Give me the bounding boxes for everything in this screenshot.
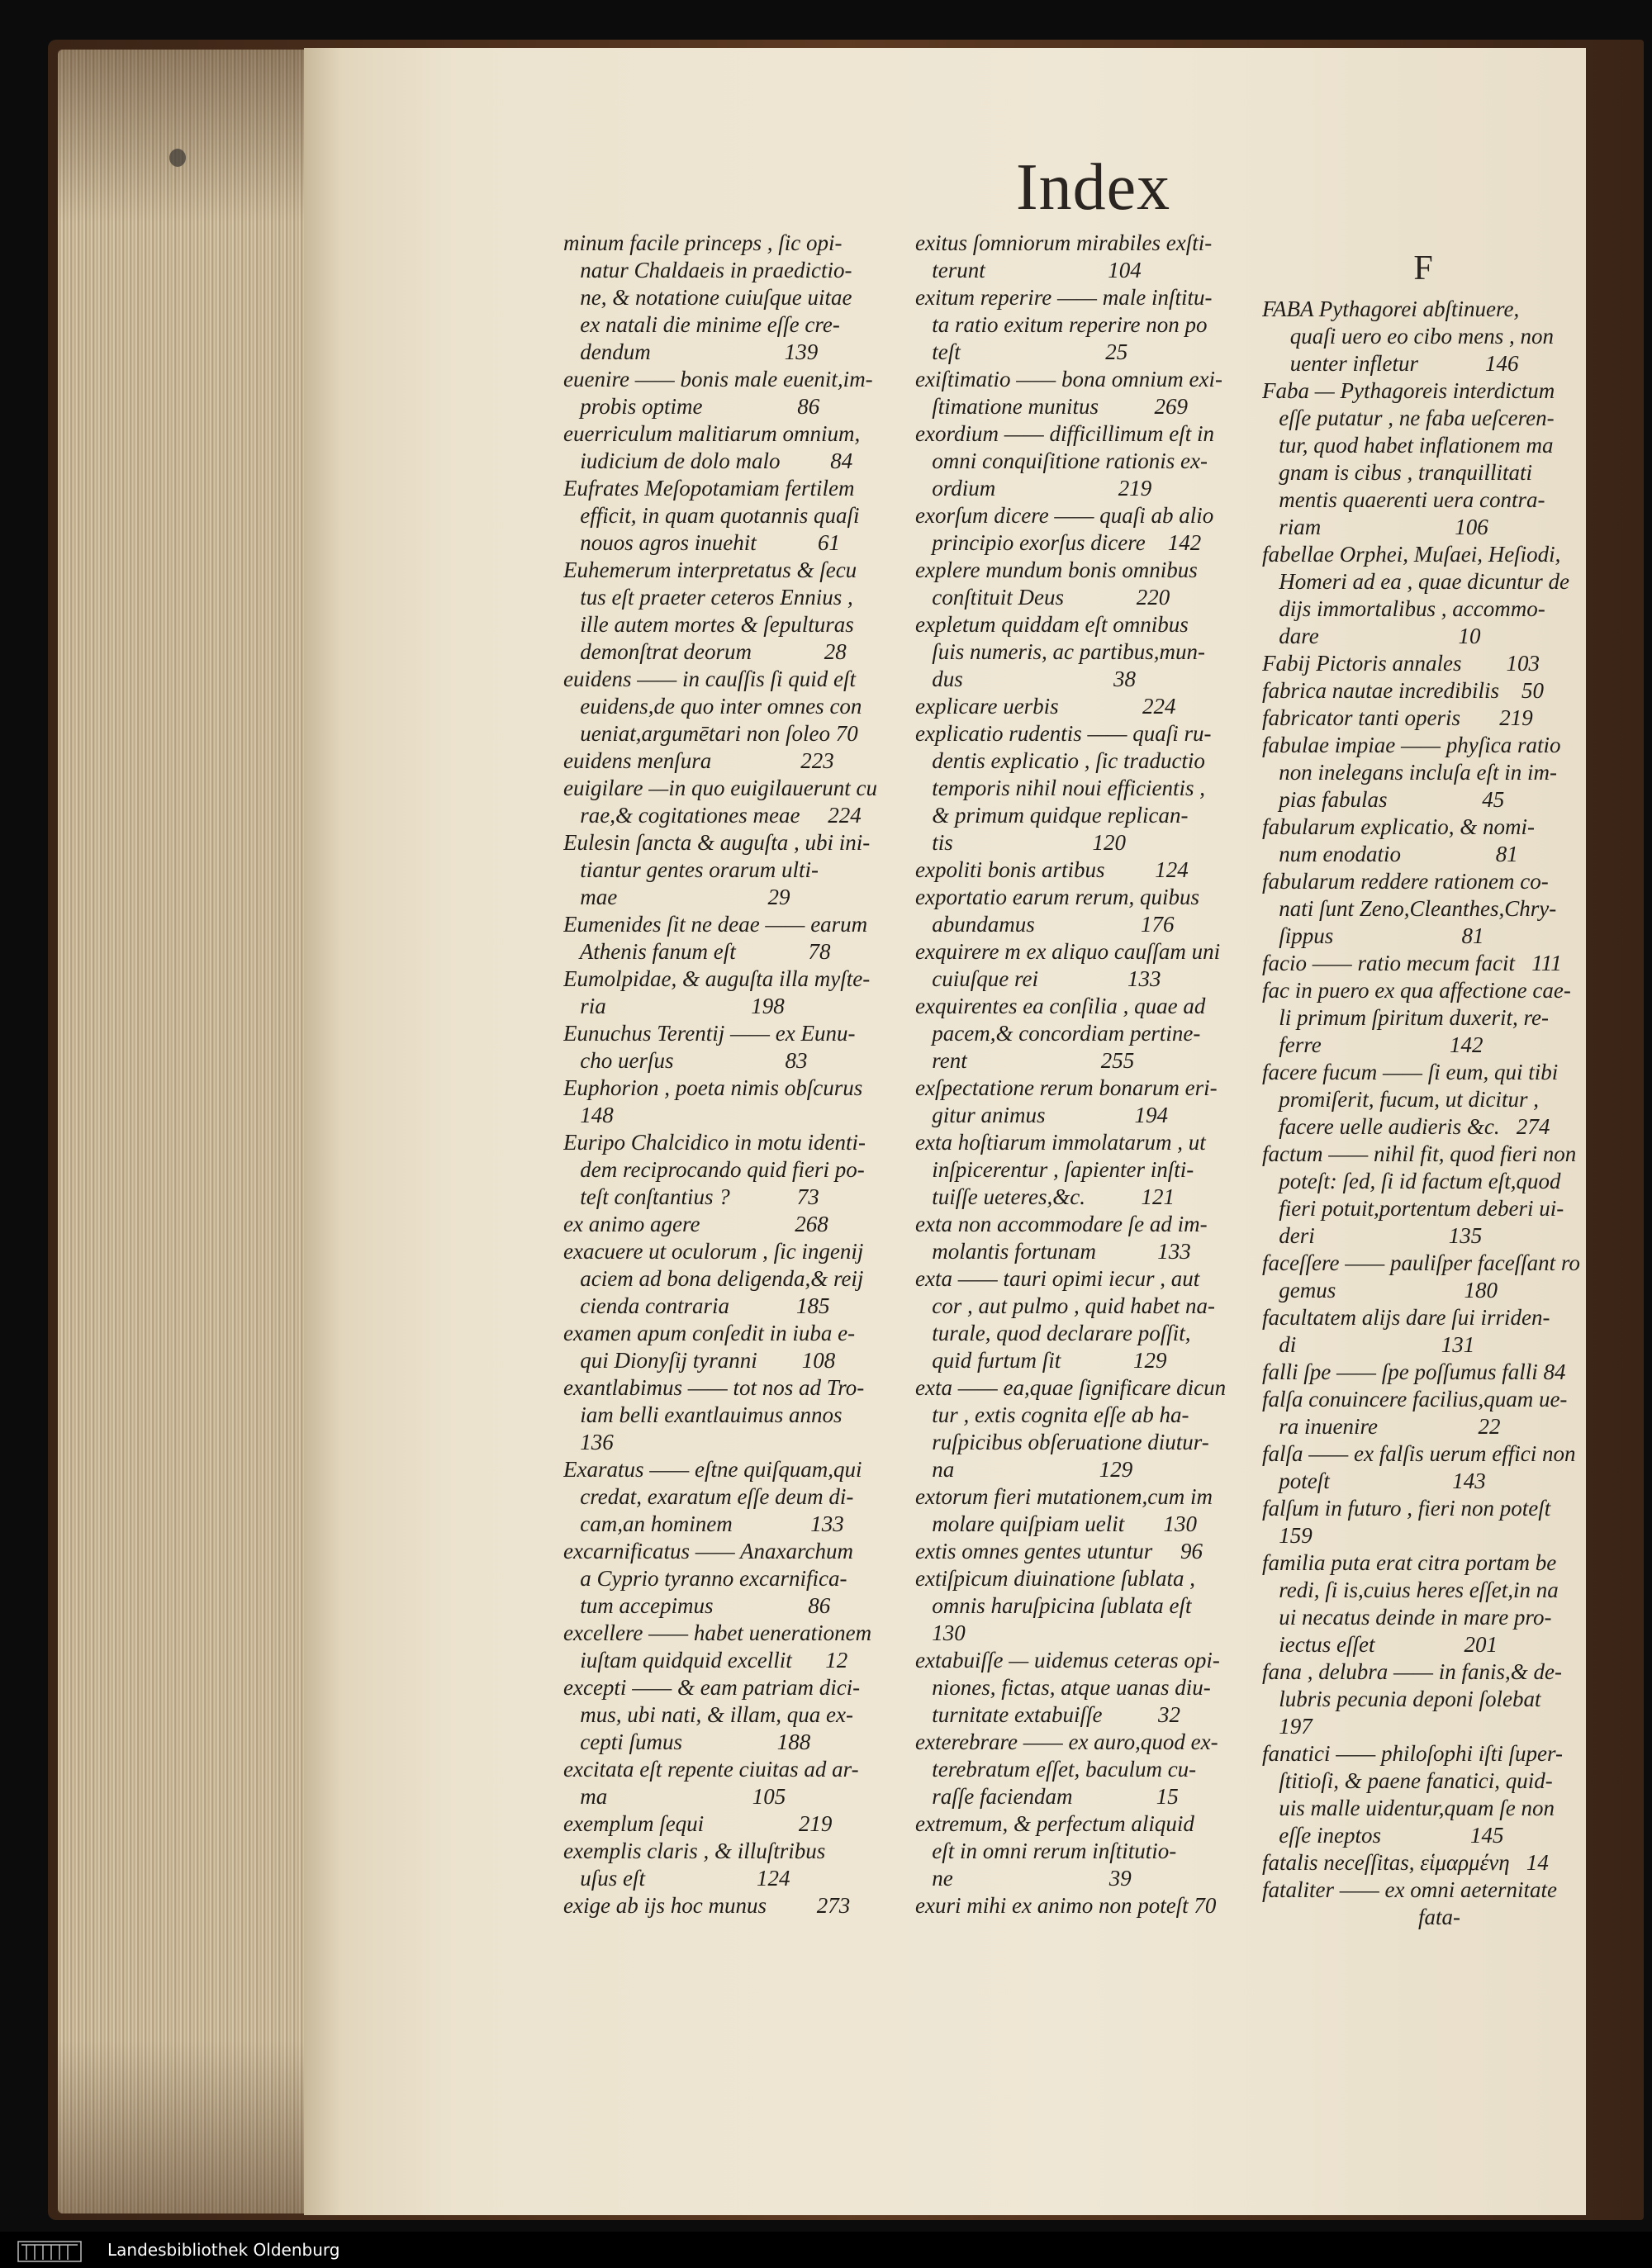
- index-entry-line: omni conquiſitione rationis ex-: [915, 448, 1208, 473]
- index-entry-line: ne, & notatione cuiuſque uitae: [563, 285, 852, 310]
- index-entry-line: eſſe ineptos 145: [1262, 1823, 1504, 1848]
- index-entry-line: gnam is cibus , tranquillitati: [1262, 460, 1533, 485]
- index-entry-line: tur, quod habet inflationem ma: [1262, 433, 1554, 458]
- index-entry-line: omnis haruſpicina ſublata eſt: [915, 1593, 1192, 1618]
- index-entry-line: gitur animus 194: [915, 1103, 1169, 1127]
- index-entry-line: euidens —— in cauſſis ſi quid eſt: [563, 667, 856, 691]
- index-entry-line: extremum, & perfectum aliquid: [915, 1811, 1194, 1836]
- index-entry-line: niones, fictas, atque uanas diu-: [915, 1675, 1211, 1700]
- footer-bar: [0, 2232, 1652, 2268]
- index-entry-line: explicatio rudentis —— quaſi ru-: [915, 721, 1212, 746]
- index-entry-line: exiſtimatio —— bona omnium exi-: [915, 367, 1222, 391]
- index-entry-line: falſa —— ex falſis uerum effici non: [1262, 1441, 1576, 1466]
- index-entry-line: 130: [915, 1620, 966, 1645]
- index-entry-line: exta —— ea,quae ſignificare dicun: [915, 1375, 1227, 1400]
- index-entry-line: a Cyprio tyranno excarnifica-: [563, 1566, 847, 1591]
- index-entry-line: tiantur gentes orarum ulti-: [563, 857, 819, 882]
- index-entry-line: exordium —— difficillimum eſt in: [915, 421, 1214, 446]
- index-entry-line: deri 135: [1262, 1223, 1483, 1248]
- index-entry-line: iam belli exantlauimus annos: [563, 1402, 843, 1427]
- index-entry-line: pacem,& concordiam pertine-: [915, 1021, 1201, 1046]
- index-entry-line: quaſi uero eo cibo mens , non: [1262, 324, 1554, 349]
- index-entry-line: ex animo agere 268: [563, 1212, 828, 1236]
- index-entry-line: dare 10: [1262, 624, 1481, 648]
- index-entry-line: promiſerit, fucum, ut dicitur ,: [1262, 1087, 1539, 1112]
- index-entry-line: Eunuchus Terentij —— ex Eunu-: [563, 1021, 856, 1046]
- index-entry-line: familia puta erat citra portam be: [1262, 1550, 1557, 1575]
- index-entry-line: ordium 219: [915, 476, 1152, 501]
- index-entry-line: fabellae Orphei, Muſaei, Heſiodi,: [1262, 542, 1561, 567]
- index-entry-line: dendum 139: [563, 339, 819, 364]
- index-entry-line: Eulesin ſancta & auguſta , ubi ini-: [563, 830, 871, 855]
- index-entry-line: teſt 25: [915, 339, 1128, 364]
- index-entry-line: dijs immortalibus , accommo-: [1262, 596, 1545, 621]
- index-entry-line: fabularum reddere rationem co-: [1262, 869, 1549, 894]
- index-entry-line: conſtituit Deus 220: [915, 585, 1170, 610]
- index-entry-line: gemus 180: [1262, 1278, 1498, 1302]
- index-entry-line: efficit, in quam quotannis quaſi: [563, 503, 860, 528]
- index-entry-line: extiſpicum diuinatione ſublata ,: [915, 1566, 1195, 1591]
- index-entry-line: fatalis neceſſitas, εἱμαρμένη 14: [1262, 1850, 1549, 1875]
- index-entry-line: ueniat,argumētari non ſoleo 70: [563, 721, 858, 746]
- library-logo-icon: [17, 2238, 83, 2263]
- index-entry-line: euenire —— bonis male euenit,im-: [563, 367, 873, 391]
- index-entry-line: Eufrates Meſopotamiam fertilem: [563, 476, 855, 501]
- index-entry-line: expoliti bonis artibus 124: [915, 857, 1189, 882]
- index-entry-line: exta hoſtiarum immolatarum , ut: [915, 1130, 1206, 1155]
- ink-stain: [169, 149, 186, 167]
- index-entry-line: iuſtam quidquid excellit 12: [563, 1648, 848, 1673]
- index-entry-line: ille autem mortes & ſepulturas: [563, 612, 854, 637]
- index-entry-line: fabrica nautae incredibilis 50: [1262, 678, 1544, 703]
- index-entry-line: cam,an hominem 133: [563, 1511, 844, 1536]
- index-entry-line: poteſt 143: [1262, 1469, 1486, 1493]
- index-entry-line: exportatio earum rerum, quibus: [915, 885, 1199, 909]
- index-entry-line: FABA Pythagorei abſtinuere,: [1262, 297, 1520, 321]
- index-entry-line: Athenis fanum eſt 78: [563, 939, 831, 964]
- index-entry-line: mentis quaerenti uera contra-: [1262, 487, 1545, 512]
- index-entry-line: mae 29: [563, 885, 790, 909]
- index-entry-line: exitus ſomniorum mirabiles exſti-: [915, 230, 1213, 255]
- index-entry-line: excepti —— & eam patriam dici-: [563, 1675, 861, 1700]
- index-entry-line: cuiuſque rei 133: [915, 966, 1161, 991]
- index-entry-line: uſus eſt 124: [563, 1866, 790, 1891]
- index-entry-line: fabulae impiae —— phyſica ratio: [1262, 733, 1561, 757]
- index-entry-line: facultatem alijs dare ſui irriden-: [1262, 1305, 1550, 1330]
- index-entry-line: ria 198: [563, 994, 785, 1018]
- index-entry-line: inſpicerentur , ſapienter inſti-: [915, 1157, 1194, 1182]
- index-entry-line: ex natali die minime eſſe cre-: [563, 312, 840, 337]
- index-entry-line: 159: [1262, 1523, 1313, 1548]
- index-entry-line: exta —— tauri opimi iecur , aut: [915, 1266, 1200, 1291]
- index-entry-line: exemplis claris , & illuſtribus: [563, 1839, 826, 1863]
- index-entry-line: di 131: [1262, 1332, 1475, 1357]
- page-title: Index: [1016, 151, 1171, 224]
- index-entry-line: Homeri ad ea , quae dicuntur de: [1262, 569, 1569, 594]
- index-entry-line: exemplum ſequi 219: [563, 1811, 833, 1836]
- library-name: Landesbibliothek Oldenburg: [107, 2240, 340, 2260]
- index-entry-line: ui necatus deinde in mare pro-: [1262, 1605, 1552, 1630]
- index-entry-line: examen apum conſedit in iuba e-: [563, 1321, 856, 1345]
- index-entry-line: cepti ſumus 188: [563, 1729, 811, 1754]
- index-entry-line: molare quiſpiam uelit 130: [915, 1511, 1197, 1536]
- index-entry-line: falſum in futuro , fieri non poteſt: [1262, 1496, 1551, 1521]
- index-entry-line: rae,& cogitationes meae 224: [563, 803, 862, 828]
- index-entry-line: teſt conſtantius ? 73: [563, 1184, 819, 1209]
- index-entry-line: principio exorſus dicere 142: [915, 530, 1202, 555]
- index-entry-line: exorſum dicere —— quaſi ab alio: [915, 503, 1214, 528]
- index-entry-line: ſtimatione munitus 269: [915, 394, 1188, 419]
- index-entry-line: cienda contraria 185: [563, 1293, 830, 1318]
- index-entry-line: euidens,de quo inter omnes con: [563, 694, 862, 719]
- index-entry-line: exſpectatione rerum bonarum eri-: [915, 1075, 1218, 1100]
- index-entry-line: exige ab ijs hoc munus 273: [563, 1893, 851, 1918]
- index-entry-line: falli ſpe —— ſpe poſſumus falli 84: [1262, 1359, 1566, 1384]
- index-entry-line: terebratum eſſet, baculum cu-: [915, 1757, 1197, 1782]
- index-entry-line: uenter infletur 146: [1262, 351, 1519, 376]
- index-entry-line: redi, ſi is,cuius heres eſſet,in na: [1262, 1578, 1559, 1602]
- index-entry-line: aciem ad bona deligenda,& reij: [563, 1266, 864, 1291]
- index-entry-line: rent 255: [915, 1048, 1135, 1073]
- index-entry-line: exitum reperire —— male inſtitu-: [915, 285, 1213, 310]
- index-entry-line: 136: [563, 1430, 614, 1454]
- index-entry-line: ruſpicibus obſeruatione diutur-: [915, 1430, 1209, 1454]
- index-entry-line: tur , extis cognita eſſe ab ha-: [915, 1402, 1189, 1427]
- index-entry-line: Euhemerum interpretatus & ſecu: [563, 558, 857, 582]
- index-entry-line: euidens menſura 223: [563, 748, 834, 773]
- index-entry-line: factum —— nihil fit, quod fieri non: [1262, 1141, 1577, 1166]
- index-entry-line: & primum quidque replican-: [915, 803, 1189, 828]
- index-entry-line: uis malle uidentur,quam ſe non: [1262, 1796, 1555, 1820]
- index-entry-line: ta ratio exitum reperire non po: [915, 312, 1208, 337]
- index-entry-line: expletum quiddam eſt omnibus: [915, 612, 1189, 637]
- index-entry-line: dus 38: [915, 667, 1137, 691]
- index-entry-line: turnitate extabuiſſe 32: [915, 1702, 1180, 1727]
- section-letter: F: [1413, 249, 1433, 287]
- index-entry-line: li primum ſpiritum duxerit, re-: [1262, 1005, 1549, 1030]
- index-entry-line: molantis fortunam 133: [915, 1239, 1191, 1264]
- index-entry-line: tus eſt praeter ceteros Ennius ,: [563, 585, 853, 610]
- index-entry-line: quid furtum ſit 129: [915, 1348, 1167, 1373]
- index-entry-line: iectus eſſet 201: [1262, 1632, 1498, 1657]
- index-entry-line: riam 106: [1262, 515, 1488, 539]
- index-entry-line: Euphorion , poeta nimis obſcurus: [563, 1075, 863, 1100]
- index-entry-line: nati ſunt Zeno,Cleanthes,Chry-: [1262, 896, 1557, 921]
- index-entry-line: minum facile princeps , ſic opi-: [563, 230, 843, 255]
- index-entry-line: nouos agros inuehit 61: [563, 530, 841, 555]
- index-column-1: [563, 230, 895, 1919]
- index-entry-line: num enodatio 81: [1262, 842, 1518, 866]
- index-column-3: [1262, 230, 1584, 1931]
- index-entry-line: facio —— ratio mecum facit 111: [1262, 951, 1562, 975]
- index-entry-line: exta non accommodare ſe ad im-: [915, 1212, 1208, 1236]
- index-entry-line: ne 39: [915, 1866, 1132, 1891]
- index-entry-line: fanatici —— philoſophi iſti ſuper-: [1262, 1741, 1563, 1766]
- index-entry-line: terunt 104: [915, 258, 1142, 282]
- index-entry-line: fieri potuit,portentum deberi ui-: [1262, 1196, 1564, 1221]
- index-entry-line: natur Chaldaeis in praedictio-: [563, 258, 852, 282]
- index-entry-line: fac in puero ex qua affectione cae-: [1262, 978, 1571, 1003]
- index-entry-line: exuri mihi ex animo non poteſt 70: [915, 1893, 1217, 1918]
- index-entry-line: demonſtrat deorum 28: [563, 639, 847, 664]
- index-entry-line: non inelegans incluſa eſt in im-: [1262, 760, 1557, 785]
- index-entry-line: tum accepimus 86: [563, 1593, 831, 1618]
- index-entry-line: pias fabulas 45: [1262, 787, 1505, 812]
- index-entry-line: ſippus 81: [1262, 923, 1484, 948]
- index-entry-line: credat, exaratum eſſe deum di-: [563, 1484, 854, 1509]
- index-entry-line: qui Dionyſij tyranni 108: [563, 1348, 836, 1373]
- index-entry-line: fana , delubra —— in fanis,& de-: [1262, 1659, 1562, 1684]
- page-edges: [58, 50, 306, 2213]
- index-entry-line: extis omnes gentes utuntur 96: [915, 1539, 1203, 1563]
- index-entry-line: Fabij Pictoris annales 103: [1262, 651, 1540, 676]
- index-entry-line: 197: [1262, 1714, 1313, 1739]
- index-entry-line: explere mundum bonis omnibus: [915, 558, 1198, 582]
- index-entry-line: raſſe faciendam 15: [915, 1784, 1179, 1809]
- index-entry-line: exquirentes ea conſilia , quae ad: [915, 994, 1206, 1018]
- index-entry-line: Faba — Pythagoreis interdictum: [1262, 378, 1555, 403]
- index-entry-line: iudicium de dolo malo 84: [563, 448, 853, 473]
- index-entry-line: excarnificatus —— Anaxarchum: [563, 1539, 853, 1563]
- index-entry-line: probis optime 86: [563, 394, 820, 419]
- index-entry-line: euerriculum malitiarum omnium,: [563, 421, 861, 446]
- index-entry-line: turale, quod declarare poſſit,: [915, 1321, 1191, 1345]
- index-entry-line: ra inuenire 22: [1262, 1414, 1501, 1439]
- index-entry-line: euigilare —in quo euigilauerunt cu: [563, 776, 877, 800]
- index-entry-line: ma 105: [563, 1784, 786, 1809]
- index-entry-line: fabularum explicatio, & nomi-: [1262, 814, 1535, 839]
- index-entry-line: Exaratus —— eſtne quiſquam,qui: [563, 1457, 862, 1482]
- index-entry-line: Euripo Chalcidico in motu identi-: [563, 1130, 866, 1155]
- index-entry-line: cho uerſus 83: [563, 1048, 808, 1073]
- index-entry-line: falſa conuincere facilius,quam ue-: [1262, 1387, 1568, 1412]
- index-entry-line: dem reciprocando quid fieri po-: [563, 1157, 865, 1182]
- index-entry-line: fataliter —— ex omni aeternitate: [1262, 1877, 1557, 1902]
- index-entry-line: Eumenides ſit ne deae —— earum: [563, 912, 868, 937]
- index-entry-line: temporis nihil noui efficientis ,: [915, 776, 1205, 800]
- index-entry-line: ſtitioſi, & paene fanatici, quid-: [1262, 1768, 1553, 1793]
- index-entry-line: excitata eſt repente ciuitas ad ar-: [563, 1757, 859, 1782]
- index-entry-line: faceſſere —— pauliſper faceſſant ro: [1262, 1250, 1580, 1275]
- index-entry-line: facere uelle audieris &c. 274: [1262, 1114, 1550, 1139]
- index-entry-line: eſſe putatur , ne faba ueſceren-: [1262, 406, 1555, 430]
- index-entry-line: excellere —— habet uenerationem: [563, 1620, 872, 1645]
- index-entry-line: eſt in omni rerum inſtitutio-: [915, 1839, 1177, 1863]
- index-entry-line: Eumolpidae, & auguſta illa myſte-: [563, 966, 871, 991]
- index-entry-line: 148: [563, 1103, 614, 1127]
- index-entry-line: extorum fieri mutationem,cum im: [915, 1484, 1213, 1509]
- index-entry-line: na 129: [915, 1457, 1133, 1482]
- index-entry-line: tuiſſe ueteres,&c. 121: [915, 1184, 1175, 1209]
- index-entry-line: abundamus 176: [915, 912, 1175, 937]
- index-entry-line: facere fucum —— ſi eum, qui tibi: [1262, 1060, 1559, 1084]
- index-entry-line: exacuere ut oculorum , ſic ingenij: [563, 1239, 864, 1264]
- index-entry-line: fabricator tanti operis 219: [1262, 705, 1533, 730]
- index-entry-line: exterebrare —— ex auro,quod ex-: [915, 1729, 1218, 1754]
- index-entry-line: exquirere m ex aliquo cauſſam uni: [915, 939, 1221, 964]
- index-column-2: [915, 230, 1254, 1919]
- index-entry-line: mus, ubi nati, & illam, qua ex-: [563, 1702, 853, 1727]
- index-entry-line: extabuiſſe — uidemus ceteras opi-: [915, 1648, 1220, 1673]
- index-entry-line: fata-: [1262, 1905, 1460, 1929]
- index-entry-line: ſuis numeris, ac partibus,mun-: [915, 639, 1205, 664]
- index-entry-line: cor , aut pulmo , quid habet na-: [915, 1293, 1215, 1318]
- index-entry-line: tis 120: [915, 830, 1127, 855]
- index-entry-line: dentis explicatio , ſic traductio: [915, 748, 1205, 773]
- index-entry-line: ferre 142: [1262, 1032, 1483, 1057]
- index-entry-line: explicare uerbis 224: [915, 694, 1176, 719]
- index-entry-line: exantlabimus —— tot nos ad Tro-: [563, 1375, 865, 1400]
- index-entry-line: lubris pecunia deponi ſolebat: [1262, 1687, 1541, 1711]
- index-entry-line: poteſt: ſed, ſi id factum eſt,quod: [1262, 1169, 1561, 1193]
